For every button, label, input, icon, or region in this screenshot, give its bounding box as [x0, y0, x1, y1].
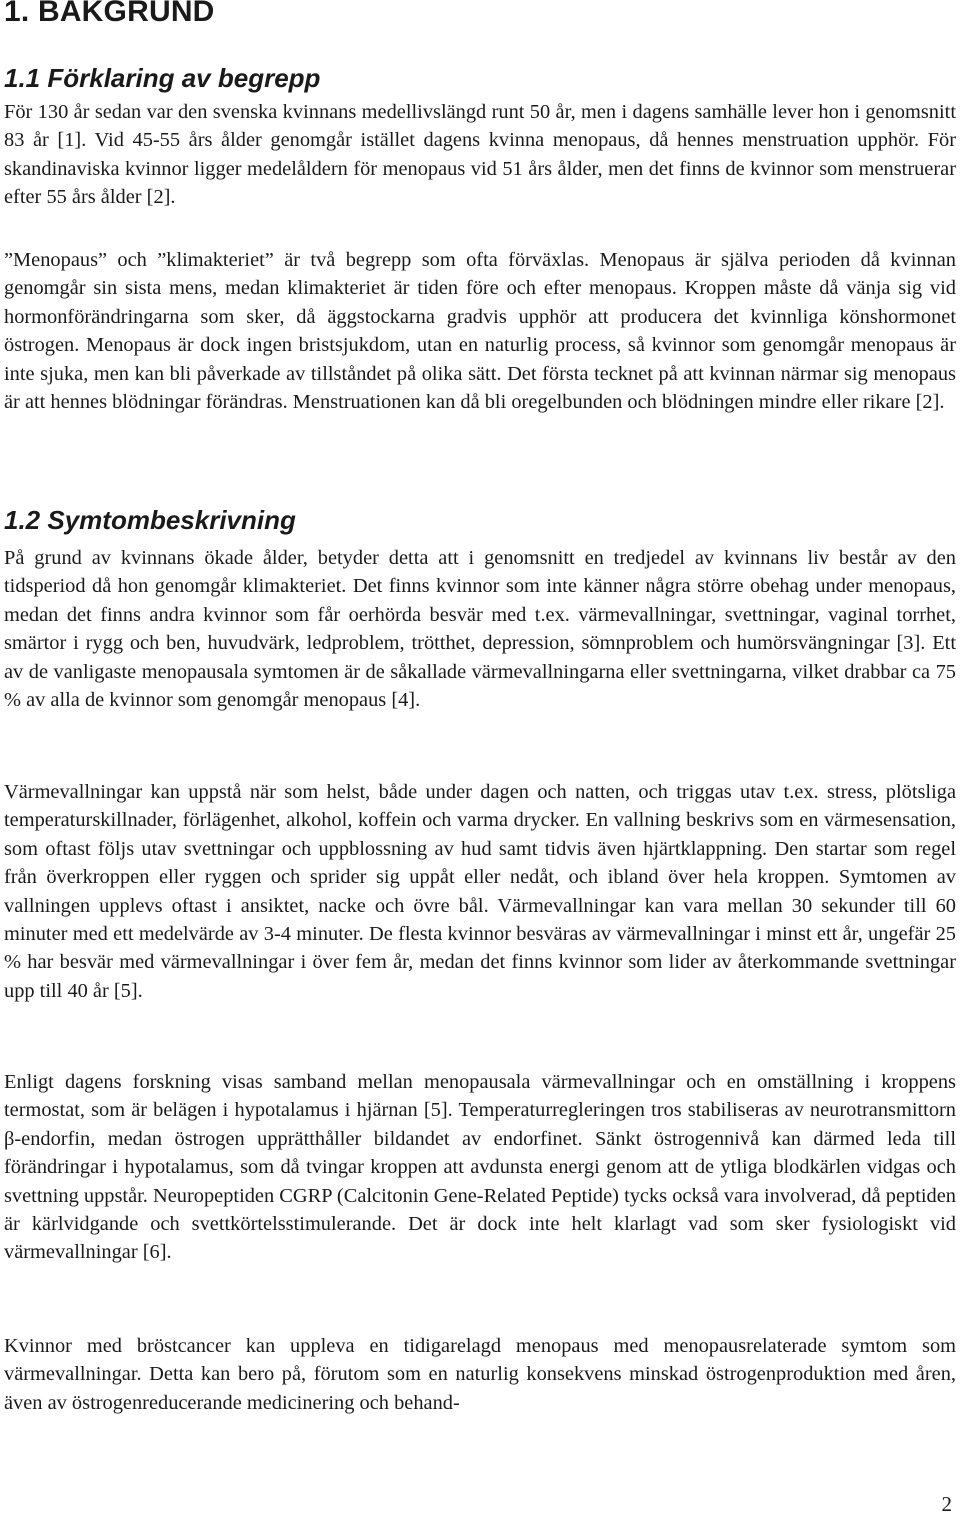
paragraph: Enligt dagens forskning visas samband mellan menopausala värmevallningar och en omställning i kroppens termostat, som är belägen i hypotalamus i hjärnan [5]. Temperaturregleringen tros stabiliseras av neurotransmittorn β-endorfin, medan östrogen upprätthåller bildandet av endorfinet. Sänkt östrogennivå kan därmed leda till förändringar i hypotalamus, som då tvingar kroppen att avdunsta energi genom att de ytliga blodkärlen vidgas och svettning uppstår. Neuropeptiden CGRP (Calcitonin Gene-Related Peptide) tycks också vara involverad, då peptiden är kärlvidgande och svettkörtelsstimulerande. Det är dock inte helt klarlagt vad som sker fysiologiskt vid värmevallningar [6].	[4, 1071, 956, 1264]
paragraph: ”Menopaus” och ”klimakteriet” är två begrepp som ofta förväxlas. Menopaus är själva perioden då kvinnan genomgår sin sista mens, medan klimakteriet är tiden före och efter menopaus. Kroppen måste då vänja sig vid hormonförändringarna som sker, då äggstockarna gradvis upphör att producera det kvinnliga könshormonet östrogen. Menopaus är dock ingen bristsjukdom, utan en naturlig process, så kvinnor som genomgår menopaus är inte sjuka, men kan bli påverkade av tillståndet på olika sätt. Det första tecknet på att kvinnan närmar sig menopaus är att hennes blödningar förändras. Menstruationen kan då bli oregelbunden och blödningen mindre eller rikare [2].	[4, 249, 956, 414]
paragraph: För 130 år sedan var den svenska kvinnans medellivslängd runt 50 år, men i dagens samhälle lever hon i genomsnitt 83 år [1]. Vid 45-55 års ålder genomgår istället dagens kvinna menopaus, då hennes menstruation upphör. För skandinaviska kvinnor ligger medelåldern för menopaus vid 51 års ålder, men det finns de kvinnor som menstruerar efter 55 års ålder [2].	[4, 101, 956, 209]
paragraph: Kvinnor med bröstcancer kan uppleva en tidigarelagd menopaus med menopausrelaterade symtom som värmevallningar. Detta kan bero på, förutom som en naturlig konsekvens minskad östrogenproduktion med åren, även av östrogenreducerande medicinering och behand-	[4, 1335, 956, 1414]
paragraph: På grund av kvinnans ökade ålder, betyder detta att i genomsnitt en tredjedel av kvinnans liv består av den tidsperiod då hon genomgår klimakteriet. Det finns kvinnor som inte känner några större obehag under menopaus, medan det finns andra kvinnor som får oerhörda besvär med t.ex. värmevallningar, svettningar, vaginal torrhet, smärtor i rygg och ben, huvudvärk, ledproblem, trötthet, depression, sömnproblem och humörsvängningar [3]. Ett av de vanligaste menopausala symtomen är de såkallade värmevallningarna eller svettningarna, vilket drabbar ca 75 % av alla de kvinnor som genomgår menopaus [4].	[4, 547, 956, 712]
paragraph: Värmevallningar kan uppstå när som helst, både under dagen och natten, och triggas utav t.ex. stress, plötsliga temperaturskillnader, förlägenhet, alkohol, koffein och varma drycker. En vallning beskrivs som en värmesensation, som oftast följs utav svettningar och uppblossning av hud samt tidvis även hjärtklappning. Den startar som regel från överkroppen eller ryggen och sprider sig uppåt eller nedåt, och ibland över hela kroppen. Symtomen av vallningen upplevs oftast i ansiktet, nacke och övre bål. Värmevallningar kan vara mellan 30 sekunder till 60 minuter med ett medelvärde av 3-4 minuter. De flesta kvinnor besväras av värmevallningar i minst ett år, ungefär 25 % har besvär med värmevallningar i över fem år, medan det finns kvinnor som lider av återkommande svettningar upp till 40 år [5].	[4, 781, 956, 1002]
page-number: 2	[941, 1492, 952, 1516]
section-heading-forklaring: 1.1 Förklaring av begrepp	[4, 63, 321, 93]
chapter-heading: 1. BAKGRUND	[4, 0, 215, 28]
section-heading-symtombeskrivning: 1.2 Symtombeskrivning	[4, 505, 296, 535]
document-page	[4, 0, 956, 1527]
